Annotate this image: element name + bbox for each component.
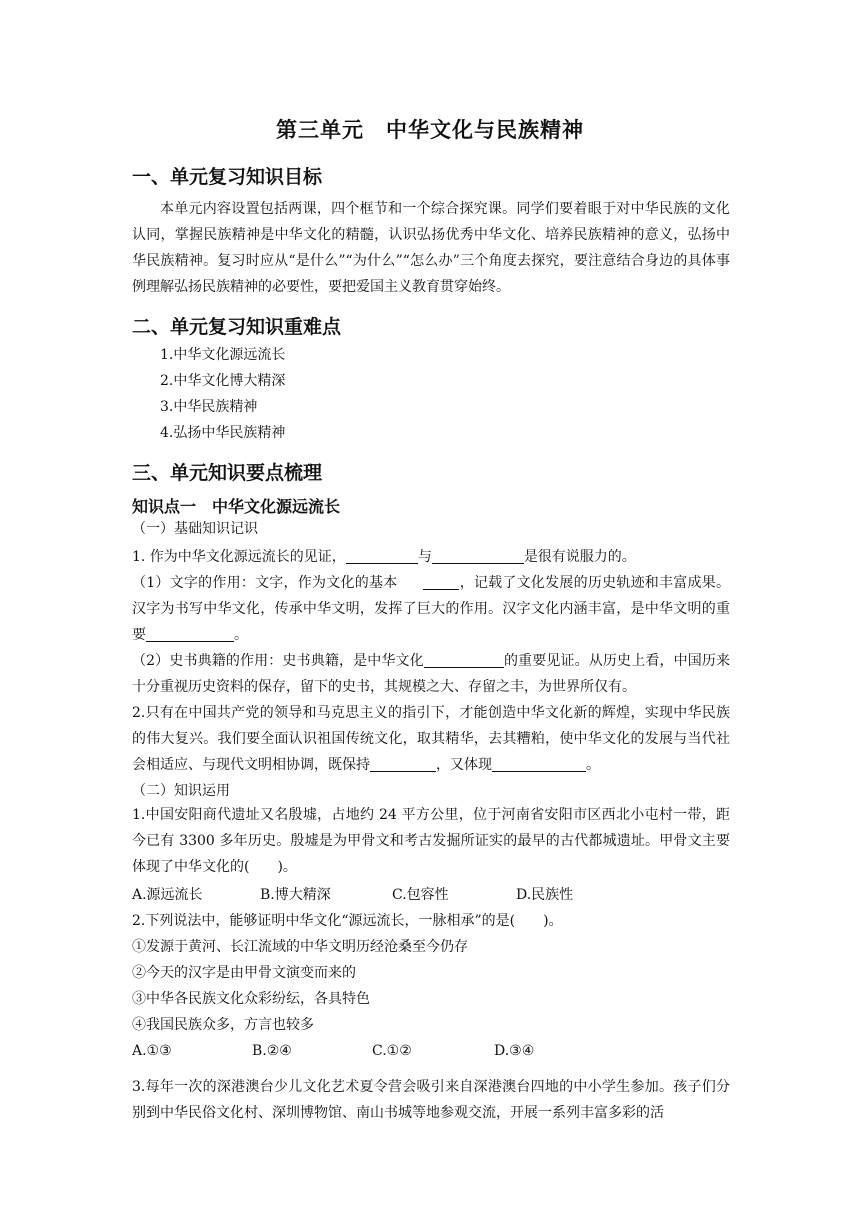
question-1-part-2: （2）史书典籍的作用：史书典籍，是中华文化 的重要见证。从历史上看，中国历来十分重视历史资料的保存，留下的史书，其规模之大、存留之丰，为世界所仅有。 bbox=[132, 653, 731, 695]
option-a[interactable]: A.源远流长 bbox=[132, 887, 203, 903]
subsection-heading-basic: （一）基础知识记识 bbox=[132, 521, 258, 537]
answer-blank[interactable] bbox=[146, 625, 234, 642]
page-title: 第三单元 中华文化与民族精神 bbox=[276, 118, 584, 142]
option-c[interactable]: C.包容性 bbox=[392, 887, 449, 903]
question-1: 1. 作为中华文化源远流长的见证， 与 是很有说服力的。 bbox=[132, 549, 636, 565]
section-heading-summary: 三、单元知识要点梳理 bbox=[132, 462, 323, 484]
list-item: 1.中华文化源远流长 bbox=[160, 347, 286, 363]
option-c[interactable]: C.①② bbox=[372, 1043, 412, 1059]
answer-blank[interactable] bbox=[492, 755, 586, 772]
option-b[interactable]: B.②④ bbox=[252, 1043, 292, 1059]
section-heading-key-points: 二、单元复习知识重难点 bbox=[132, 316, 342, 338]
objectives-paragraph: 本单元内容设置包括两课，四个框节和一个综合探究课。同学们要着眼于对中华民族的文化认同，掌握民族精神是中华文化的精髓，认识弘扬优秀中华文化、培养民族精神的意义，弘扬中华民族精神。复习时应从“是什么”“为什么”“怎么办”三个角度去探究，要注意结合身边的具体事例理解弘扬民族精神的必要性，要把爱国主义教育贯穿始终。 bbox=[132, 201, 730, 295]
question-2: 2.只有在中国共产党的领导和马克思主义的指引下，才能创造中华文化新的辉煌，实现中华民族的伟大复兴。我们要全面认识祖国传统文化，取其精华，去其糟粕，使中华文化的发展与当代社会相适应、与现代文明相协调，既保持 ，又体现 。 bbox=[132, 705, 730, 773]
answer-blank[interactable] bbox=[370, 755, 436, 772]
section-heading-objectives: 一、单元复习知识目标 bbox=[132, 166, 323, 188]
answer-blank[interactable] bbox=[424, 651, 504, 668]
exercise-2-statement: ②今天的汉字是由甲骨文演变而来的 bbox=[132, 965, 356, 981]
exercise-2-statement: ④我国民族众多，方言也较多 bbox=[132, 1017, 314, 1033]
exercise-2-statement: ③中华各民族文化众彩纷纭，各具特色 bbox=[132, 991, 370, 1007]
list-item: 2.中华文化博大精深 bbox=[160, 373, 286, 389]
exercise-2-statement: ①发源于黄河、长江流域的中华文明历经沧桑至今仍存 bbox=[132, 939, 468, 955]
exercise-3: 3.每年一次的深港澳台少儿文化艺术夏令营会吸引来自深港澳台四地的中小学生参加。孩子们分别到中华民俗文化村、深圳博物馆、南山书城等地参观交流，开展一系列丰富多彩的活 bbox=[132, 1079, 730, 1121]
exercise-2: 2.下列说法中，能够证明中华文化“源远流长，一脉相承”的是( )。 bbox=[132, 913, 563, 929]
option-b[interactable]: B.博大精深 bbox=[260, 887, 331, 903]
subsection-heading-apply: （二）知识运用 bbox=[132, 783, 230, 799]
exercise-1: 1.中国安阳商代遗址又名殷墟，占地约 24 平方公里，位于河南省安阳市区西北小屯村一带，距今已有 3300 多年历史。殷墟是为甲骨文和考古发掘所证实的最早的古代都城遗址。甲骨文主要体现了中华文化的( )。 bbox=[132, 807, 730, 875]
question-1-part-1: （1）文字的作用：文字，作为文化的基本 ，记载了文化发展的历史轨迹和丰富成果。汉字为书写中华文化，传承中华文明，发挥了巨大的作用。汉字文化内涵丰富，是中华文明的重要 。 bbox=[132, 575, 730, 643]
list-item: 4.弘扬中华民族精神 bbox=[160, 425, 286, 441]
option-d[interactable]: D.③④ bbox=[494, 1043, 535, 1059]
exercise-1-options bbox=[132, 882, 732, 908]
list-item: 3.中华民族精神 bbox=[160, 399, 258, 415]
exercise-2-options bbox=[132, 1038, 732, 1064]
answer-blank[interactable] bbox=[346, 547, 418, 564]
knowledge-point-heading: 知识点一 中华文化源远流长 bbox=[132, 497, 341, 516]
answer-blank[interactable] bbox=[423, 573, 459, 590]
option-a[interactable]: A.①③ bbox=[132, 1043, 172, 1059]
option-d[interactable]: D.民族性 bbox=[516, 887, 574, 903]
answer-blank[interactable] bbox=[432, 547, 524, 564]
